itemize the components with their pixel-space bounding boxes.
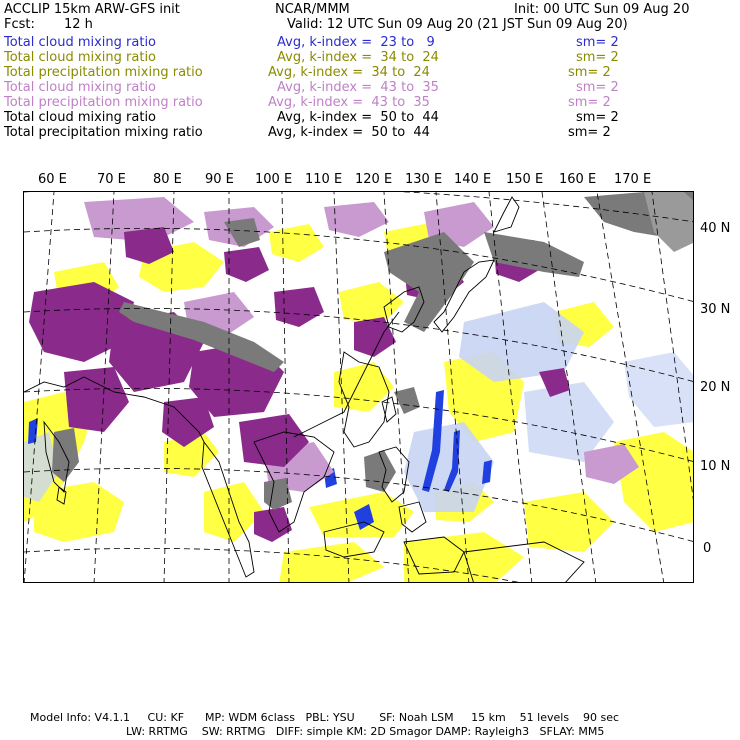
- lon-label: 170 E: [614, 172, 652, 187]
- lat-label: 20 N: [700, 380, 731, 395]
- forecast-label: Fcst:: [4, 17, 35, 32]
- field-sm: sm= 2: [568, 125, 611, 140]
- field-sm: sm= 2: [568, 95, 611, 110]
- forecast-map: [23, 191, 694, 583]
- forecast-hour: 12 h: [64, 17, 93, 32]
- lon-label: 130 E: [405, 172, 443, 187]
- lon-label: 120 E: [355, 172, 393, 187]
- lon-label: 80 E: [153, 172, 182, 187]
- field-name: Total cloud mixing ratio: [4, 50, 157, 65]
- map-canvas: [24, 192, 694, 583]
- field-avg: Avg, k-index = 23 to 9: [277, 35, 435, 50]
- organization: NCAR/MMM: [275, 2, 350, 17]
- field-avg: Avg, k-index = 43 to 35: [268, 95, 430, 110]
- field-name: Total precipitation mixing ratio: [4, 65, 203, 80]
- model-info-line1: Model Info: V4.1.1 CU: KF MP: WDM 6class PBL: YSU SF: Noah LSM 15 km 51 levels 90 sec: [30, 711, 620, 724]
- field-sm: sm= 2: [576, 110, 619, 125]
- lon-label: 60 E: [38, 172, 67, 187]
- field-avg: Avg, k-index = 43 to 35: [277, 80, 439, 95]
- field-sm: sm= 2: [576, 80, 619, 95]
- lon-label: 150 E: [506, 172, 544, 187]
- lon-label: 140 E: [454, 172, 492, 187]
- lat-label: 30 N: [700, 302, 731, 317]
- field-sm: sm= 2: [576, 50, 619, 65]
- field-name: Total cloud mixing ratio: [4, 35, 157, 50]
- field-sm: sm= 2: [568, 65, 611, 80]
- lon-label: 100 E: [255, 172, 293, 187]
- field-name: Total cloud mixing ratio: [4, 80, 157, 95]
- lon-label: 160 E: [559, 172, 597, 187]
- init-time: Init: 00 UTC Sun 09 Aug 20: [514, 2, 690, 17]
- model-title: ACCLIP 15km ARW-GFS init: [4, 2, 180, 17]
- lat-label: 40 N: [700, 221, 731, 236]
- field-sm: sm= 2: [576, 35, 619, 50]
- field-avg: Avg, k-index = 34 to 24: [277, 50, 439, 65]
- field-name: Total precipitation mixing ratio: [4, 95, 203, 110]
- lon-label: 110 E: [305, 172, 343, 187]
- field-avg: Avg, k-index = 50 to 44: [277, 110, 439, 125]
- field-avg: Avg, k-index = 34 to 24: [268, 65, 430, 80]
- field-name: Total precipitation mixing ratio: [4, 125, 203, 140]
- lon-label: 90 E: [205, 172, 234, 187]
- lat-label: 0: [703, 541, 712, 556]
- field-name: Total cloud mixing ratio: [4, 110, 157, 125]
- model-info-line2: LW: RRTMG SW: RRTMG DIFF: simple KM: 2D Smagor DAMP: Rayleigh3 SFLAY: MM5: [126, 725, 605, 738]
- lon-label: 70 E: [97, 172, 126, 187]
- valid-time: Valid: 12 UTC Sun 09 Aug 20 (21 JST Sun 09 Aug 20): [287, 17, 628, 32]
- field-avg: Avg, k-index = 50 to 44: [268, 125, 430, 140]
- lat-label: 10 N: [700, 459, 731, 474]
